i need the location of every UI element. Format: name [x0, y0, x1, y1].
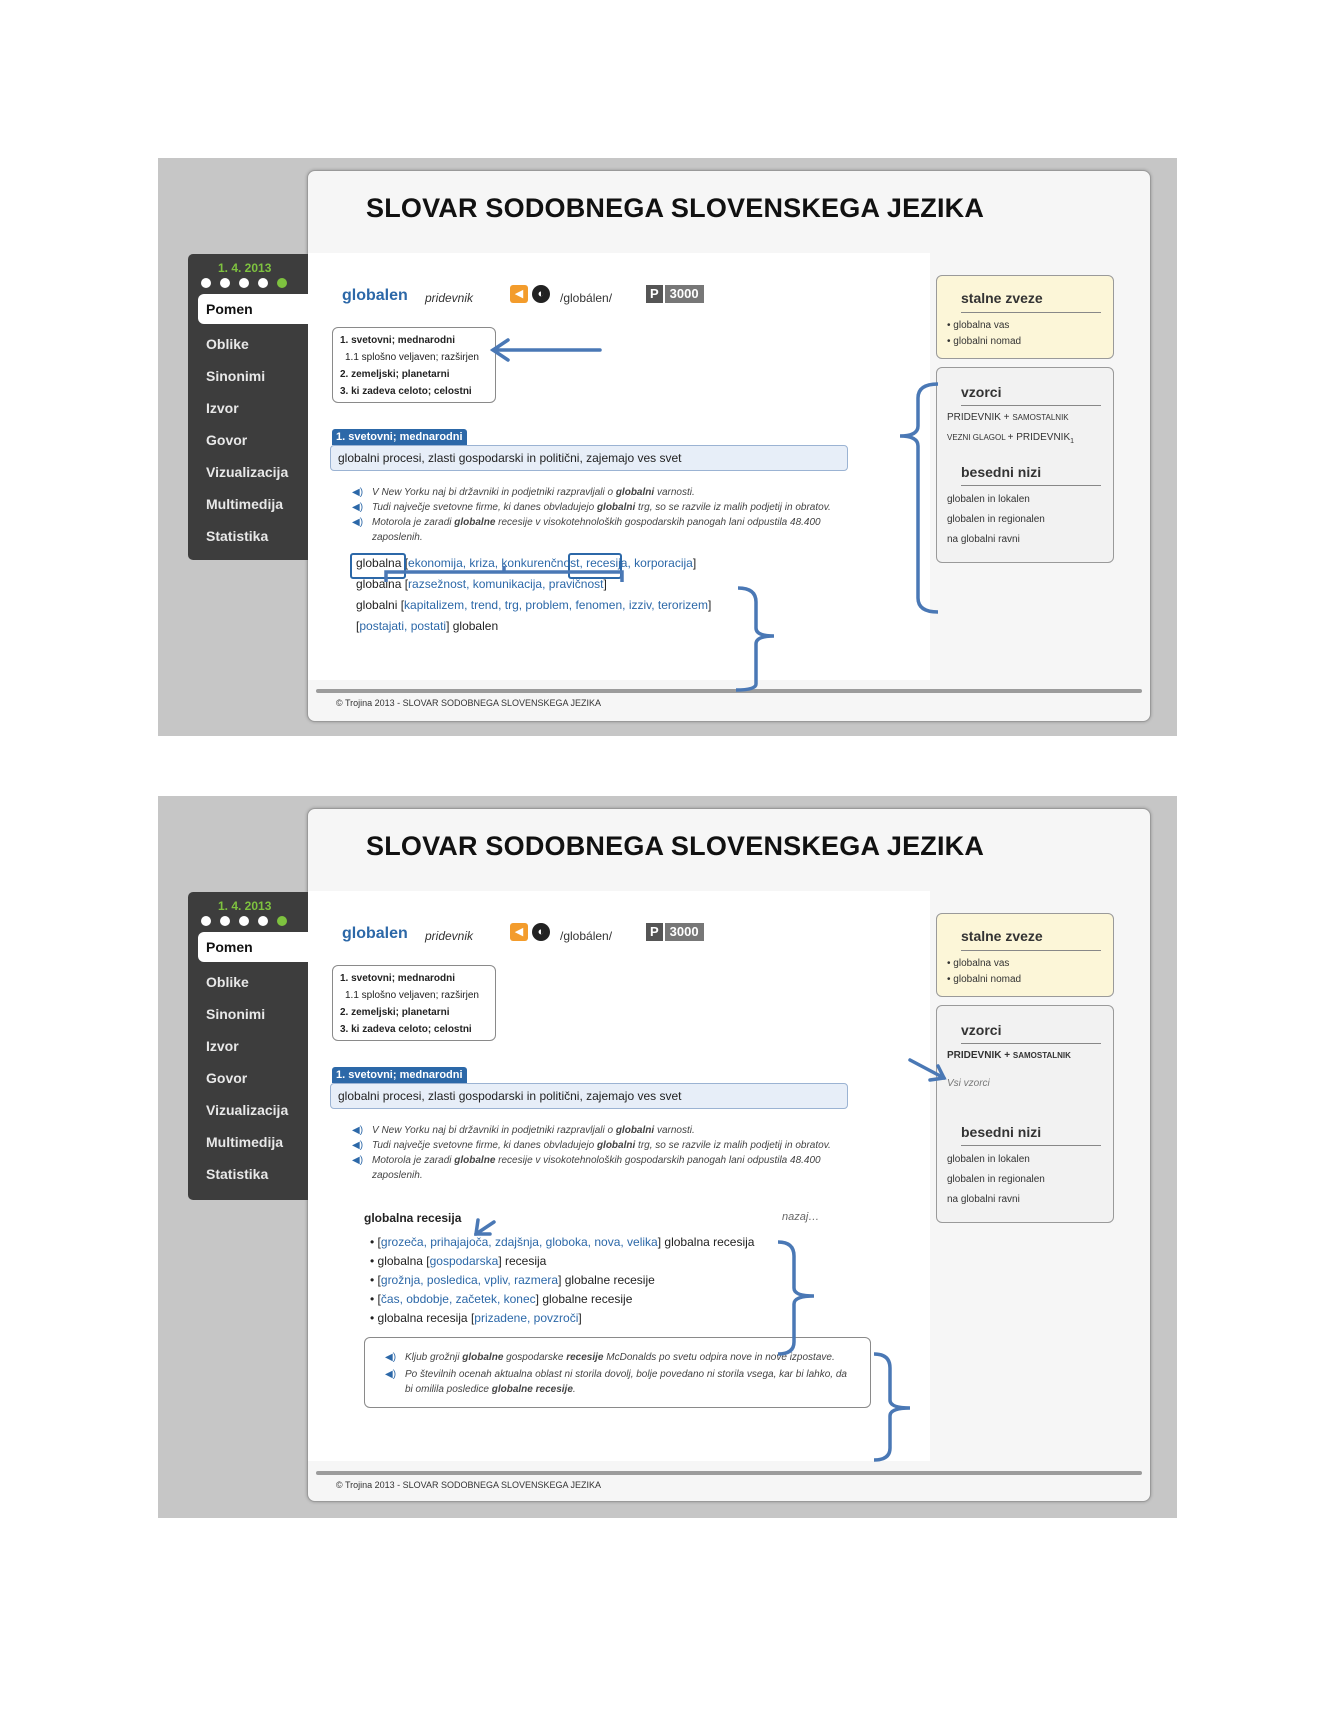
- collocation-links[interactable]: grozeča, prihajajoča, zdajšnja, globoka, nova, velika: [380, 1235, 658, 1249]
- list-item: • [čas, obdobje, začetek, konec] globalne recesije: [370, 1292, 633, 1306]
- panel-title: stalne zveze: [961, 928, 1043, 944]
- animation-icon[interactable]: ◐: [532, 285, 550, 303]
- collocation-links[interactable]: postajati, postati: [359, 619, 447, 633]
- speaker-icon[interactable]: ◀): [352, 517, 364, 528]
- annotation-arrow: [476, 1060, 944, 1234]
- collocation-links[interactable]: prizadene, povzroči: [474, 1311, 579, 1325]
- example-sentence: ◀) V New Yorku naj bi državniki in podjetniki razpravljali o globalni varnosti.: [352, 487, 695, 498]
- definition: globalni procesi, zlasti gospodarski in politični, zajemajo ves svet: [330, 1083, 848, 1109]
- example-sentence: ◀) Motorola je zaradi globalne recesije v visokotehnoloških gospodarskih panogah lani odpustila 48.400 zaposlenih.: [352, 517, 821, 543]
- list-item[interactable]: globalen in regionalen: [947, 514, 1045, 525]
- annotation-overlay: [158, 796, 1177, 1518]
- list-item[interactable]: • globalni nomad: [947, 336, 1022, 347]
- list-item[interactable]: na globalni ravni: [947, 534, 1020, 545]
- footer: © Trojina 2013 - SLOVAR SODOBNEGA SLOVENSKEGA JEZIKA: [336, 1480, 602, 1490]
- example-sentence: ◀) Kljub grožnji globalne gospodarske recesije McDonalds po svetu odpira nove in nove izpostave.: [385, 1352, 835, 1363]
- panel-title: vzorci: [961, 384, 1002, 400]
- back-link[interactable]: nazaj…: [782, 1211, 820, 1223]
- speaker-icon[interactable]: ◀: [510, 923, 528, 941]
- collocation-links[interactable]: grožnja, posledica, vpliv, razmera: [380, 1273, 559, 1287]
- collocation-row: globalna [razsežnost, komunikacija, pravičnost]: [356, 577, 607, 591]
- footer: © Trojina 2013 - SLOVAR SODOBNEGA SLOVENSKEGA JEZIKA: [336, 698, 602, 708]
- list-item: • globalna recesija [prizadene, povzroči]: [370, 1311, 582, 1325]
- example-sentence: ◀) Po številnih ocenah aktualna oblast ni storila dovolj, bolje povedano ni storila vsega, kar bi lahko, da bi omilila posledice globalne recesije.: [385, 1369, 847, 1395]
- screenshot-2: [158, 796, 1177, 1518]
- collocation-links[interactable]: čas, obdobje, začetek, konec: [380, 1292, 536, 1306]
- sense-item[interactable]: 3. ki zadeva celoto; celostni: [340, 386, 472, 397]
- definition: globalni procesi, zlasti gospodarski in politični, zajemajo ves svet: [330, 445, 848, 471]
- speaker-icon[interactable]: ◀: [510, 285, 528, 303]
- sidebar-item-pomen[interactable]: Pomen: [198, 932, 308, 962]
- sidebar-item-vizualizacija[interactable]: Vizualizacija: [206, 464, 289, 480]
- animation-icon[interactable]: ◐: [532, 923, 550, 941]
- example-sentence: ◀) V New Yorku naj bi državniki in podjetniki razpravljali o globalni varnosti.: [352, 1125, 695, 1136]
- page-title: SLOVAR SODOBNEGA SLOVENSKEGA JEZIKA: [366, 831, 985, 861]
- sidebar-item-pomen[interactable]: Pomen: [198, 294, 308, 324]
- headword: globalen: [342, 925, 408, 942]
- pattern-item[interactable]: PRIDEVNIK + SAMOSTALNIK: [947, 412, 1069, 423]
- list-item[interactable]: • globalna vas: [947, 958, 1010, 969]
- annotation-brace: [778, 1242, 910, 1460]
- speaker-icon[interactable]: ◀): [352, 1140, 364, 1151]
- collocation-links[interactable]: kapitalizem, trend, trg, problem, fenomen, izziv, terorizem: [404, 598, 708, 612]
- sidebar-item-govor[interactable]: Govor: [206, 1070, 248, 1086]
- pattern-item[interactable]: VEZNI GLAGOL + $PRIDEVNIK_1$: [947, 432, 1075, 445]
- speaker-icon[interactable]: ◀): [352, 502, 364, 513]
- sidebar-item-statistika[interactable]: Statistika: [206, 528, 269, 544]
- annotation-brace: [386, 384, 938, 690]
- speaker-icon[interactable]: ◀): [352, 1155, 364, 1166]
- sidebar-item-vizualizacija[interactable]: Vizualizacija: [206, 1102, 289, 1118]
- sidebar-item-govor[interactable]: Govor: [206, 432, 248, 448]
- collocation-links[interactable]: gospodarska: [429, 1254, 499, 1268]
- list-item[interactable]: na globalni ravni: [947, 1194, 1020, 1205]
- annotation-arrow: [493, 340, 600, 360]
- sense-tag: 1. svetovni; mednarodni: [332, 429, 467, 445]
- collocation-row: globalni [kapitalizem, trend, trg, problem, fenomen, izziv, terorizem]: [356, 598, 712, 612]
- speaker-icon[interactable]: ◀): [352, 1125, 364, 1136]
- list-item: • globalna [gospodarska] recesija: [370, 1254, 547, 1268]
- pronunciation: /globálen/: [560, 929, 613, 943]
- list-item[interactable]: globalen in lokalen: [947, 1154, 1030, 1165]
- annotation-overlay: [158, 158, 1177, 736]
- sidebar-item-multimedija[interactable]: Multimedija: [206, 496, 284, 512]
- panel-title: vzorci: [961, 1022, 1002, 1038]
- sidebar-item-sinonimi[interactable]: Sinonimi: [206, 1006, 266, 1022]
- frequency-value: 3000: [665, 923, 704, 941]
- speaker-icon[interactable]: ◀): [352, 487, 364, 498]
- list-item[interactable]: • globalni nomad: [947, 974, 1022, 985]
- collocation-row: [postajati, postati] globalen: [356, 619, 499, 633]
- sense-item[interactable]: 1. svetovni; mednarodni: [340, 335, 456, 346]
- sense-item[interactable]: 2. zemeljski; planetarni: [340, 369, 450, 380]
- list-item[interactable]: • globalna vas: [947, 320, 1010, 331]
- part-of-speech: pridevnik: [425, 929, 474, 943]
- panel-title: besedni nizi: [961, 464, 1042, 480]
- frequency-letter: P: [646, 285, 663, 303]
- page-title: SLOVAR SODOBNEGA SLOVENSKEGA JEZIKA: [366, 193, 985, 223]
- frequency-letter: P: [646, 923, 663, 941]
- panel-title: besedni nizi: [961, 1124, 1042, 1140]
- screenshot-1: [158, 158, 1177, 736]
- example-sentence: ◀) Tudi največje svetovne firme, ki danes obvladujejo globalni trg, so se razvile iz malih podjetij in obratov.: [352, 1140, 831, 1151]
- frequency-value: 3000: [665, 285, 704, 303]
- speaker-icon[interactable]: ◀): [385, 1352, 397, 1363]
- headword: globalen: [342, 287, 408, 304]
- part-of-speech: pridevnik: [425, 291, 474, 305]
- sense-item[interactable]: 1. svetovni; mednarodni: [340, 973, 456, 984]
- list-item[interactable]: globalen in lokalen: [947, 494, 1030, 505]
- sidebar-item-izvor[interactable]: Izvor: [206, 1038, 239, 1054]
- example-sentence: ◀) Motorola je zaradi globalne recesije v visokotehnoloških gospodarskih panogah lani odpustila 48.400 zaposlenih.: [352, 1155, 821, 1181]
- sense-item[interactable]: 1.1 splošno veljaven; razširjen: [345, 352, 479, 363]
- collocation-links[interactable]: ekonomija, kriza, konkurenčnost, recesija, korporacija: [408, 556, 693, 570]
- all-patterns-link[interactable]: Vsi vzorci: [947, 1078, 990, 1089]
- sidebar-item-multimedija[interactable]: Multimedija: [206, 1134, 284, 1150]
- sidebar-item-sinonimi[interactable]: Sinonimi: [206, 368, 266, 384]
- collocation-links[interactable]: razsežnost, komunikacija, pravičnost: [408, 577, 604, 591]
- sense-item[interactable]: 3. ki zadeva celoto; celostni: [340, 1024, 472, 1035]
- panel-title: stalne zveze: [961, 290, 1043, 306]
- sense-item[interactable]: 1.1 splošno veljaven; razširjen: [345, 990, 479, 1001]
- date-label: 1. 4. 2013: [218, 261, 272, 275]
- list-item: • [grožnja, posledica, vpliv, razmera] globalne recesije: [370, 1273, 655, 1287]
- date-label: 1. 4. 2013: [218, 899, 272, 913]
- collocation-heading: globalna recesija: [364, 1211, 462, 1225]
- list-item: • [grozeča, prihajajoča, zdajšnja, globoka, nova, velika] globalna recesija: [370, 1235, 755, 1249]
- sidebar-item-statistika[interactable]: Statistika: [206, 1166, 269, 1182]
- pattern-item[interactable]: PRIDEVNIK + SAMOSTALNIK: [947, 1050, 1071, 1061]
- sidebar-item-oblike[interactable]: Oblike: [206, 336, 249, 352]
- pronunciation: /globálen/: [560, 291, 613, 305]
- sidebar-item-oblike[interactable]: Oblike: [206, 974, 249, 990]
- sidebar-item-izvor[interactable]: Izvor: [206, 400, 239, 416]
- speaker-icon[interactable]: ◀): [385, 1369, 397, 1380]
- sense-item[interactable]: 2. zemeljski; planetarni: [340, 1007, 450, 1018]
- list-item[interactable]: globalen in regionalen: [947, 1174, 1045, 1185]
- sense-tag: 1. svetovni; mednarodni: [332, 1067, 467, 1083]
- collocation-row: globalna [ekonomija, kriza, konkurenčnost, recesija, korporacija]: [356, 556, 697, 570]
- example-sentence: ◀) Tudi največje svetovne firme, ki danes obvladujejo globalni trg, so se razvile iz malih podjetij in obratov.: [352, 502, 831, 513]
